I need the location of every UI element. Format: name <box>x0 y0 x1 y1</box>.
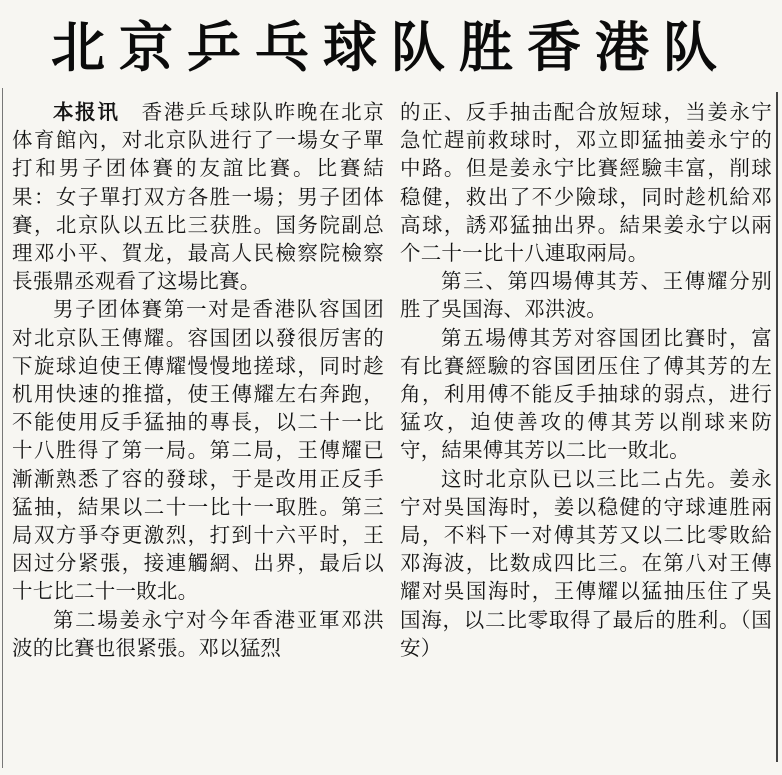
article-paragraph-continued: 的正、反手抽击配合放短球，当姜永宁急忙趕前救球时，邓立即猛抽姜永宁的中路。但是姜永宁比賽經驗丰富，削球稳健，救出了不少險球，同时趁机給邓高球，誘邓猛抽出界。結果姜永宁以兩个二十一比十八連取兩局。 <box>400 100 772 266</box>
article-paragraph: 男子团体賽第一对是香港队容国团对北京队王傳耀。容国团以發很厉害的下旋球迫使王傳耀慢慢地搓球，同时趁机用快速的推擋，使王傳耀左右奔跑，不能使用反手猛抽的專長，以二十一比十八胜得了第一局。第二局，王傳耀已漸漸熟悉了容的發球，于是改用正反手猛抽，結果以二十一比十一取胜。第三局双方爭夺更激烈，打到十六平时，王因过分紧張，接連觸網、出界，最后以十七比二十一敗北。 <box>12 297 384 604</box>
article-column-left <box>12 98 384 662</box>
article-column-right <box>400 98 772 662</box>
headline: 北京乒乓球队胜香港队 <box>51 15 731 79</box>
article-paragraph: 这时北京队已以三比二占先。姜永宁对吳国海时，姜以稳健的守球連胜兩局，不料下一对傅其芳又以二比零敗給邓海波，比数成四比三。在第八对王傳耀对吳国海时，王傳耀以猛抽压住了吳国海，以二比零取得了最后的胜利。（国安） <box>400 466 772 660</box>
article-paragraph: 第三、第四場傅其芳、王傳耀分别胜了吳国海、邓洪波。 <box>400 269 772 322</box>
article-paragraph <box>12 98 384 295</box>
dateline: 本报讯 <box>53 100 120 124</box>
right-border-rule <box>776 92 778 762</box>
article-paragraph: 第二場姜永宁对今年香港亚軍邓洪波的比賽也很紧張。邓以猛烈 <box>12 607 384 660</box>
left-border-rule <box>2 88 3 768</box>
article-paragraph: 第五場傅其芳对容国团比賽时，富有比賽經驗的容国团压住了傅其芳的左角，利用傅不能反手抽球的弱点，进行猛攻，迫使善攻的傅其芳以削球来防守，結果傅其芳以二比一敗北。 <box>400 325 772 463</box>
paragraph-text: 香港乒乓球队昨晚在北京体育館內，对北京队进行了一場女子單打和男子团体賽的友誼比賽。比賽結果：女子單打双方各胜一場；男子团体賽，北京队以五比三获胜。国务院副总理邓小平、賀龙，最高人民檢察院檢察長張鼎丞观看了这場比賽。 <box>12 100 385 294</box>
